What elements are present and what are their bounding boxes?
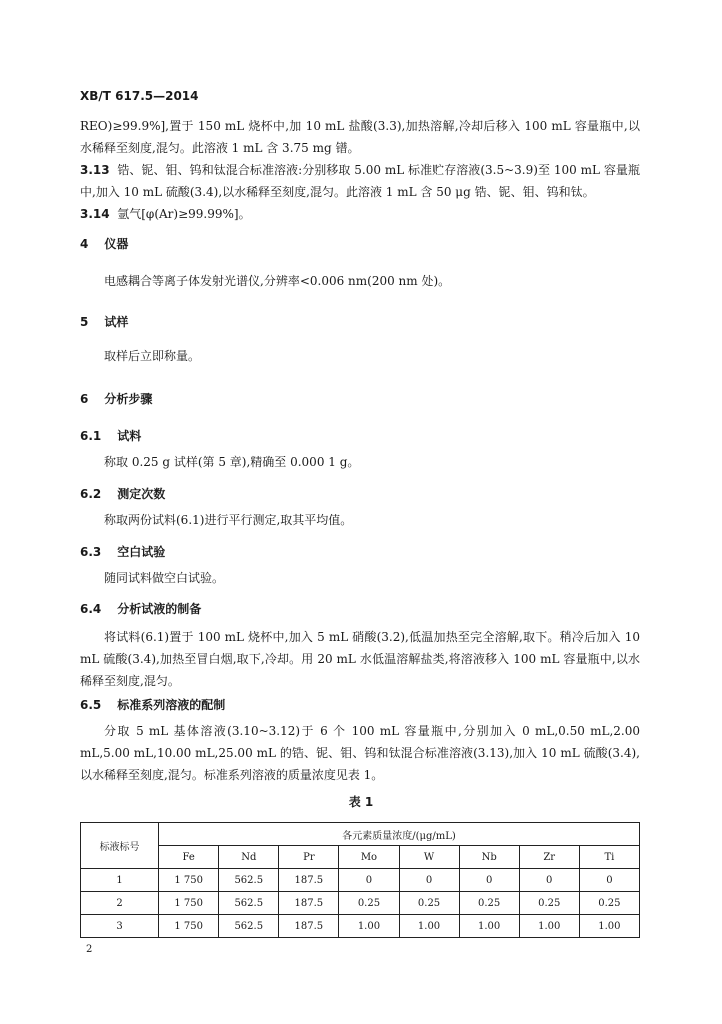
clause-number: 3.13 bbox=[80, 163, 110, 177]
table-cell: 1.00 bbox=[399, 915, 459, 938]
section-6-5-body: 分取 5 mL 基体溶液(3.10~3.12)于 6 个 100 mL 容量瓶中,分别加入 0 mL,0.50 mL,2.00 mL,5.00 mL,10.00 mL,25.00 mL 的锆、铌、钼、钨和钛混合标准溶液(3.13),加入 10 mL 硫酸(3.4),以水稀释至刻度,混匀。标准系列溶液的质量浓度见表 1。 bbox=[80, 724, 640, 782]
table-cell: 0.25 bbox=[399, 892, 459, 915]
table-cell: 562.5 bbox=[219, 869, 279, 892]
section-title: 试样 bbox=[104, 315, 129, 329]
table-cell: 187.5 bbox=[279, 892, 339, 915]
section-title: 仪器 bbox=[104, 237, 129, 251]
section-6-1-heading bbox=[80, 425, 141, 447]
section-5-body: 取样后立即称量。 bbox=[104, 349, 201, 363]
table-cell: 0 bbox=[339, 869, 399, 892]
table-caption: 表 1 bbox=[348, 795, 374, 809]
row-id-cell: 1 bbox=[81, 869, 159, 892]
table-cell: 1 750 bbox=[159, 892, 219, 915]
table-cell: 0.25 bbox=[339, 892, 399, 915]
section-title: 测定次数 bbox=[117, 487, 166, 501]
section-4-body: 电感耦合等离子体发射光谱仪,分辨率<0.006 nm(200 nm 处)。 bbox=[104, 274, 451, 288]
column-header: Nd bbox=[219, 846, 279, 869]
section-6-2-heading bbox=[80, 483, 165, 505]
table-cell: 1 750 bbox=[159, 869, 219, 892]
column-header: Pr bbox=[279, 846, 339, 869]
page-number: 2 bbox=[86, 944, 93, 955]
table-cell: 0.25 bbox=[459, 892, 519, 915]
section-title: 空白试验 bbox=[117, 545, 166, 559]
section-6-5-heading bbox=[80, 694, 225, 716]
section-5-heading bbox=[80, 311, 128, 333]
standard-code: XB/T 617.5—2014 bbox=[80, 89, 199, 103]
section-number: 4 bbox=[80, 237, 89, 251]
clause-number: 3.14 bbox=[80, 207, 110, 221]
table-cell: 1.00 bbox=[339, 915, 399, 938]
section-title: 分析试液的制备 bbox=[117, 602, 202, 616]
section-number: 5 bbox=[80, 315, 89, 329]
section-title: 试料 bbox=[117, 429, 142, 443]
row-id-cell: 3 bbox=[81, 915, 159, 938]
section-6-heading bbox=[80, 388, 152, 410]
row-header-cell: 标液标号 bbox=[81, 823, 159, 869]
section-number: 6.4 bbox=[80, 602, 102, 616]
column-header: Nb bbox=[459, 846, 519, 869]
table-cell: 562.5 bbox=[219, 915, 279, 938]
table-row bbox=[81, 869, 640, 892]
table-cell: 0.25 bbox=[519, 892, 579, 915]
table-cell: 1 750 bbox=[159, 915, 219, 938]
table-row bbox=[81, 892, 640, 915]
section-title: 标准系列溶液的配制 bbox=[117, 698, 226, 712]
clause-3-13 bbox=[80, 159, 640, 203]
table-cell: 0 bbox=[459, 869, 519, 892]
column-header: Zr bbox=[519, 846, 579, 869]
row-id-cell: 2 bbox=[81, 892, 159, 915]
clause-3-14 bbox=[80, 203, 640, 225]
table-cell: 0 bbox=[579, 869, 639, 892]
section-6-4-body: 将试料(6.1)置于 100 mL 烧杯中,加入 5 mL 硝酸(3.2),低温加热至完全溶解,取下。稍冷后加入 10 mL 硫酸(3.4),加热至冒白烟,取下,冷却。用 20 mL 水低温溶解盐类,将溶液移入 100 mL 容量瓶中,以水稀释至刻度,混匀。 bbox=[80, 630, 640, 688]
section-number: 6.5 bbox=[80, 698, 102, 712]
section-6-1-body: 称取 0.25 g 试样(第 5 章),精确至 0.000 1 g。 bbox=[104, 455, 360, 469]
section-title: 分析步骤 bbox=[104, 392, 153, 406]
standard-solution-table bbox=[80, 822, 640, 938]
clause-3-12-continued: REO)≥99.9%],置于 150 mL 烧杯中,加 10 mL 盐酸(3.3),加热溶解,冷却后移入 100 mL 容量瓶中,以水稀释至刻度,混匀。此溶液 1 mL 含 3.75 mg 镨。 bbox=[80, 119, 640, 155]
column-header: Mo bbox=[339, 846, 399, 869]
table-cell: 1.00 bbox=[519, 915, 579, 938]
section-4-heading bbox=[80, 233, 128, 255]
section-number: 6 bbox=[80, 392, 89, 406]
table-cell: 1.00 bbox=[459, 915, 519, 938]
column-header: W bbox=[399, 846, 459, 869]
column-header: Fe bbox=[159, 846, 219, 869]
table-cell: 0 bbox=[519, 869, 579, 892]
table-row bbox=[81, 915, 640, 938]
section-6-4-heading bbox=[80, 598, 201, 620]
section-6-3-body: 随同试料做空白试验。 bbox=[104, 571, 225, 585]
table-cell: 187.5 bbox=[279, 915, 339, 938]
table-cell: 562.5 bbox=[219, 892, 279, 915]
group-header-cell: 各元素质量浓度/(μg/mL) bbox=[159, 823, 640, 846]
table-cell: 0.25 bbox=[579, 892, 639, 915]
section-6-2-body: 称取两份试料(6.1)进行平行测定,取其平均值。 bbox=[104, 513, 353, 527]
section-6-3-heading bbox=[80, 541, 165, 563]
table-cell: 0 bbox=[399, 869, 459, 892]
clause-text: 氩气[φ(Ar)≥99.99%]。 bbox=[117, 207, 251, 221]
column-header-row bbox=[81, 846, 640, 869]
section-number: 6.2 bbox=[80, 487, 102, 501]
clause-text: 锆、铌、钼、钨和钛混合标准溶液:分别移取 5.00 mL 标准贮存溶液(3.5~3.9)至 100 mL 容量瓶中,加入 10 mL 硫酸(3.4),以水稀释至刻度,混匀。此溶液 1 mL 含 50 μg 锆、铌、钼、钨和钛。 bbox=[80, 163, 640, 199]
column-header: Ti bbox=[579, 846, 639, 869]
section-number: 6.1 bbox=[80, 429, 102, 443]
table-cell: 1.00 bbox=[579, 915, 639, 938]
table-cell: 187.5 bbox=[279, 869, 339, 892]
section-number: 6.3 bbox=[80, 545, 102, 559]
